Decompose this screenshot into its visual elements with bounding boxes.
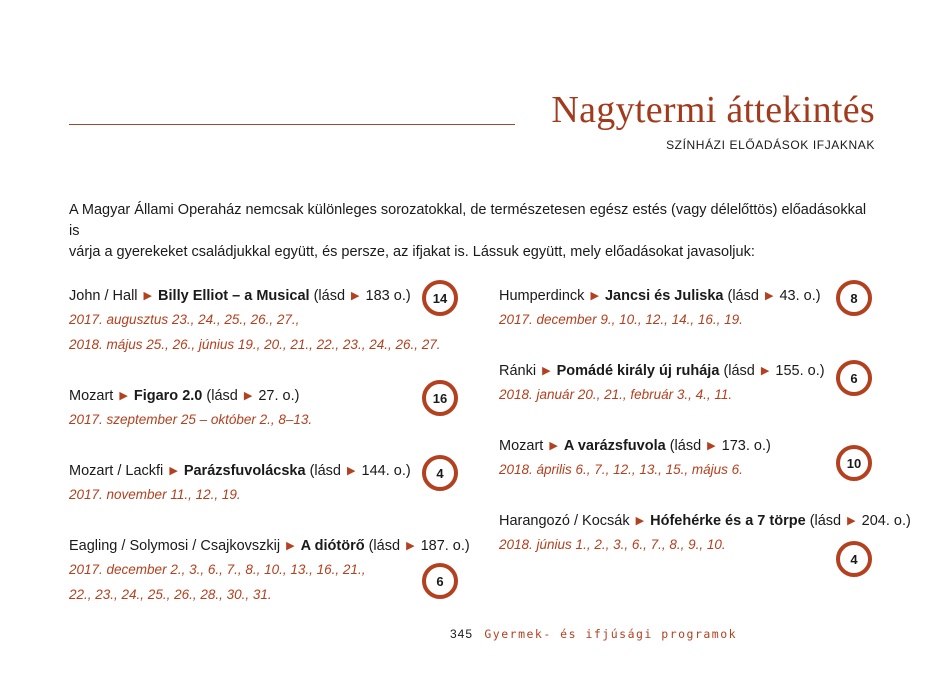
entry-page: 155. o.) [775,363,825,379]
entry-page: 144. o.) [361,463,411,479]
age-badge: 16 [422,380,458,416]
performance-entry [499,361,825,407]
arrow-icon: ▶ [542,365,551,377]
performance-entry [69,386,312,432]
entry-title: Billy Elliot – a Musical [158,288,310,304]
entry-page: 43. o.) [779,288,821,304]
arrow-icon: ▶ [169,465,178,477]
entry-authors: John / Hall [69,288,138,304]
arrow-icon: ▶ [286,540,295,552]
entry-authors: Ránki [499,363,537,379]
performance-entry [499,436,771,482]
entry-dates: 2018. május 25., 26., június 19., 20., 21., 22., 23., 24., 26., 27. [69,337,441,352]
arrow-icon: ▶ [590,290,599,302]
see-label: (lásd [309,463,341,479]
entry-dates: 2017. december 9., 10., 12., 14., 16., 19. [499,312,743,327]
see-label: (lásd [723,363,755,379]
page-number: 345 [450,627,474,641]
age-badge: 14 [422,280,458,316]
entry-page: 183 o.) [365,288,411,304]
see-label: (lásd [809,513,842,529]
entry-page: 204. o.) [861,513,911,529]
page-title: Nagytermi áttekintés [551,89,875,131]
section-name: Gyermek- és ifjúsági programok [484,627,738,641]
arrow-icon: ▶ [635,515,645,527]
entry-title: Parázsfuvolácska [183,463,306,479]
arrow-icon: ▶ [119,390,128,402]
age-badge: 6 [836,360,872,396]
entry-dates: 2017. szeptember 25 – október 2., 8–13. [69,412,313,427]
arrow-icon: ▶ [351,290,360,302]
entry-heading [499,436,771,457]
entry-title: Figaro 2.0 [133,388,203,404]
arrow-icon: ▶ [764,290,774,302]
entry-title: A varázsfuvola [563,438,666,454]
see-label: (lásd [206,388,238,404]
entry-title: Hófehérke és a 7 törpe [650,513,806,529]
entry-page: 173. o.) [721,438,771,454]
age-badge: 6 [422,563,458,599]
entry-heading [69,536,470,557]
entry-dates: 2018. április 6., 7., 12., 13., 15., május 6. [499,462,743,477]
entry-authors: Eagling / Solymosi / Csajkovszkij [69,538,281,554]
entry-heading [69,461,411,482]
performance-entry [69,461,411,507]
arrow-icon: ▶ [549,440,558,452]
intro-paragraph [69,200,869,263]
arrow-icon: ▶ [406,540,415,552]
entry-dates: 22., 23., 24., 25., 26., 28., 30., 31. [69,587,272,602]
arrow-icon: ▶ [347,465,356,477]
age-badge: 10 [836,445,872,481]
entry-authors: Mozart [499,438,544,454]
entry-heading [69,386,312,407]
entry-dates: 2017. december 2., 3., 6., 7., 8., 10., 13., 16., 21., [69,562,366,577]
entry-title: A diótörő [300,538,365,554]
performance-entry [69,286,441,357]
see-label: (lásd [727,288,759,304]
see-label: (lásd [669,438,702,454]
entry-page: 187. o.) [420,538,470,554]
performance-entry [499,286,821,332]
entry-heading [499,511,911,532]
performance-entry [69,536,470,607]
age-badge: 4 [422,455,458,491]
arrow-icon: ▶ [847,515,856,527]
entry-authors: Harangozó / Kocsák [499,513,630,529]
entry-heading [69,286,441,307]
entry-authors: Mozart [69,388,114,404]
age-badge: 4 [836,541,872,577]
arrow-icon: ▶ [707,440,716,452]
entry-dates: 2017. augusztus 23., 24., 25., 26., 27., [69,312,300,327]
entry-dates: 2017. november 11., 12., 19. [69,487,241,502]
see-label: (lásd [368,538,401,554]
entry-authors: Mozart / Lackfi [69,463,164,479]
entry-heading [499,361,825,382]
entry-authors: Humperdinck [499,288,585,304]
page-subtitle: SZÍNHÁZI ELŐADÁSOK IFJAKNAK [666,138,875,152]
intro-line: A Magyar Állami Operaház nemcsak különleges sorozatokkal, de természetesen egész estés (vagy délelőttös) előadásokkal is [69,202,867,239]
entry-dates: 2018. január 20., 21., február 3., 4., 11. [499,387,733,402]
age-badge: 8 [836,280,872,316]
see-label: (lásd [313,288,346,304]
entry-dates: 2018. június 1., 2., 3., 6., 7., 8., 9., 10. [499,537,726,552]
intro-line: várja a gyerekeket családjukkal együtt, és persze, az ifjakat is. Lássuk együtt, mely előadásokat javasoljuk: [69,244,755,260]
entry-heading [499,286,821,307]
entry-title: Pomádé király új ruhája [556,363,720,379]
title-rule [69,124,515,125]
arrow-icon: ▶ [243,390,253,402]
arrow-icon: ▶ [143,290,153,302]
page-footer [450,627,737,641]
entry-title: Jancsi és Juliska [604,288,724,304]
arrow-icon: ▶ [760,365,770,377]
entry-page: 27. o.) [258,388,300,404]
